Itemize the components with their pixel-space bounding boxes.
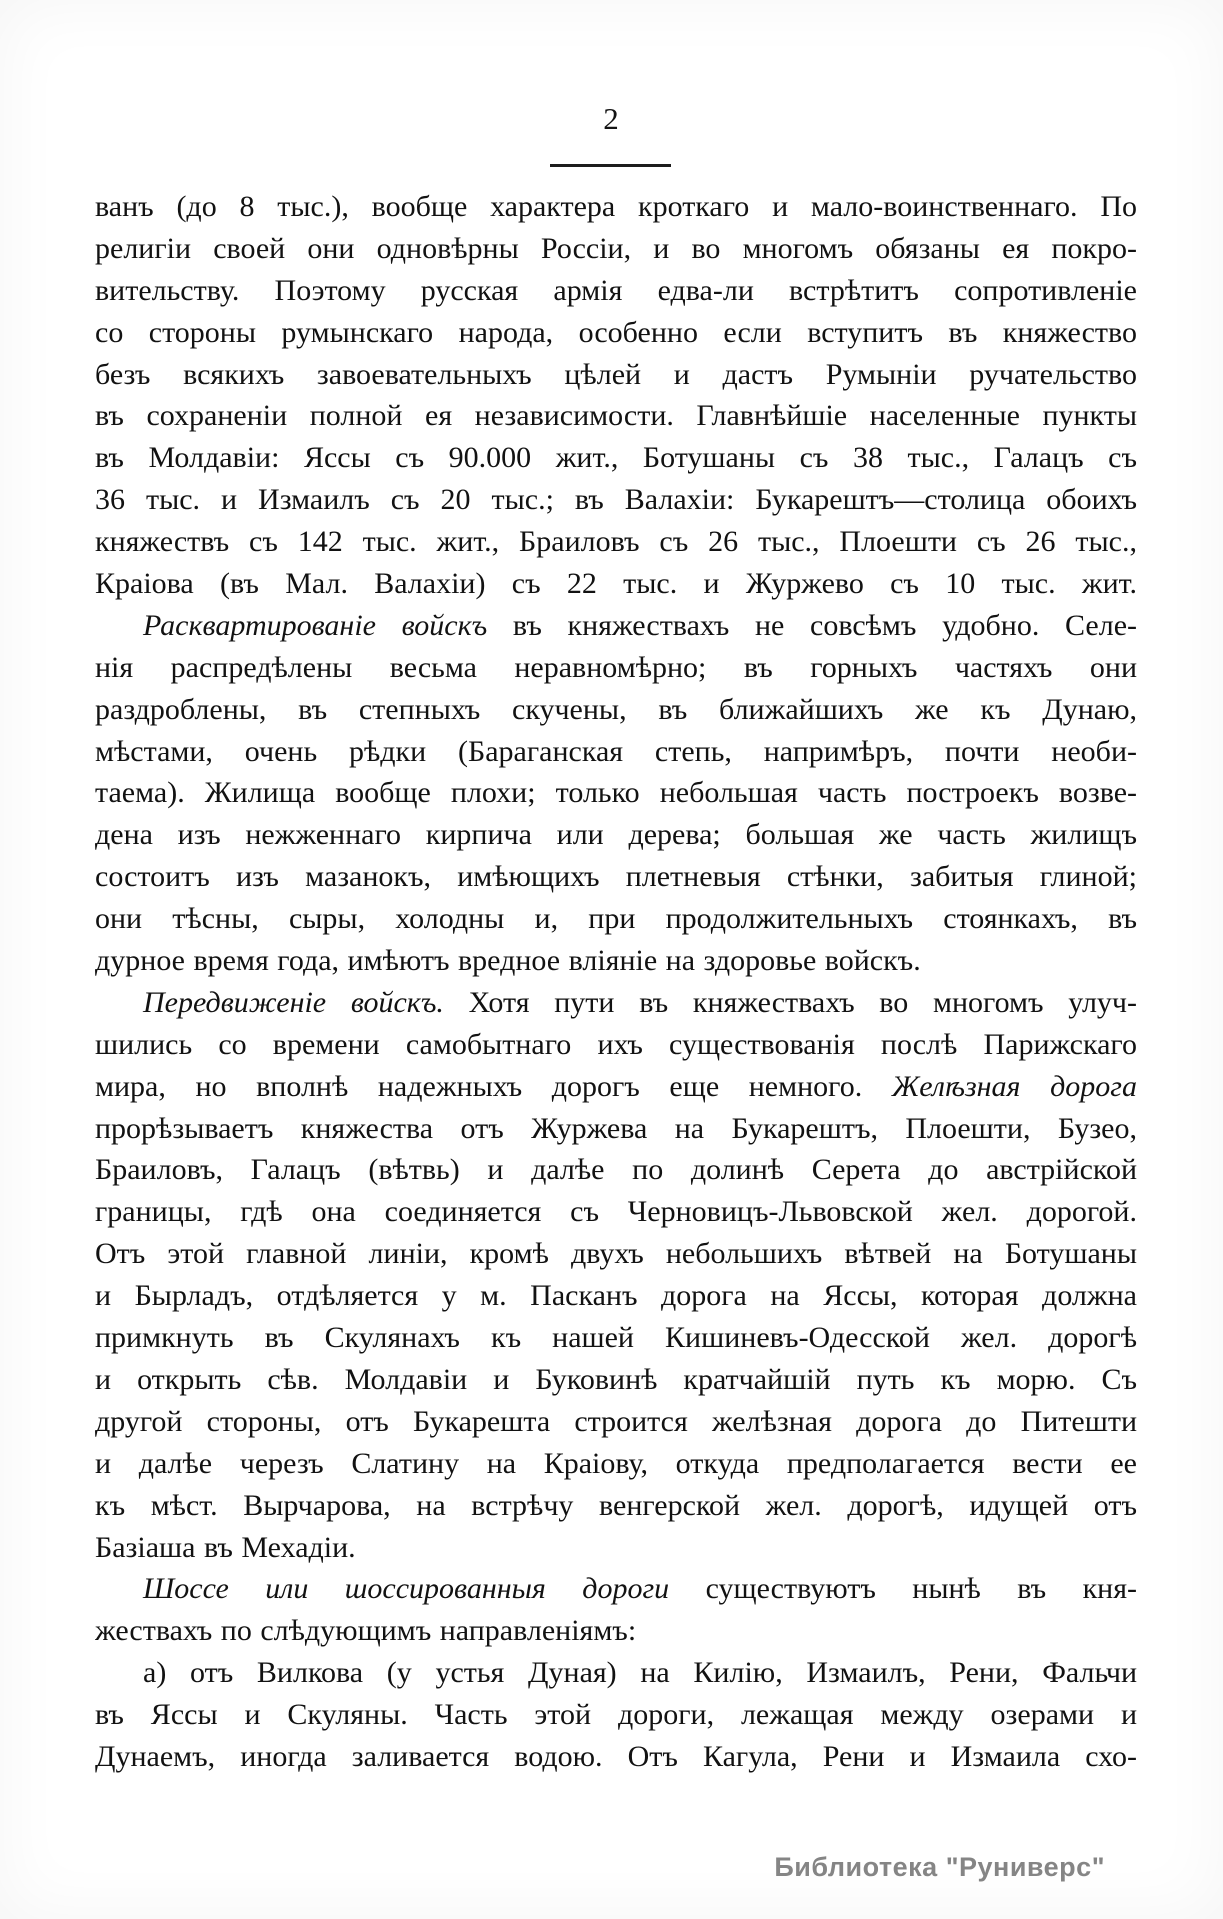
text-segment: жествахъ по слѣдующимъ направленіямъ: <box>95 1614 637 1648</box>
text-segment: нія распредѣлены весьма неравномѣрно; въ горныхъ частяхъ они <box>95 650 1137 684</box>
text-segment: и Бырладъ, отдѣляется у м. Пасканъ дорога на Яссы, которая должна <box>95 1279 1137 1313</box>
italic-phrase: Передвиженіе войскъ. <box>143 985 444 1019</box>
text-segment: безъ всякихъ завоевательныхъ цѣлей и дастъ Румыніи ручательство <box>95 357 1137 391</box>
text-line <box>95 1359 1137 1401</box>
text-segment: религіи своей они одновѣрны Россіи, и во многомъ обязаны ея покро- <box>95 231 1137 265</box>
text-line <box>95 1317 1137 1359</box>
page-number-rule <box>550 164 671 167</box>
text-line <box>95 856 1137 898</box>
text-segment: дурное время года, имѣютъ вредное вліяніе на здоровье войскъ. <box>95 944 921 978</box>
text-line <box>95 605 1137 647</box>
text-segment: и открыть сѣв. Молдавіи и Буковинѣ кратчайшій путь къ морю. Съ <box>95 1362 1137 1396</box>
text-segment: вительству. Поэтому русская армія едва-ли встрѣтитъ сопротивленіе <box>95 273 1137 307</box>
text-line <box>95 1275 1137 1317</box>
library-watermark: Библиотека "Руниверс" <box>774 1852 1105 1882</box>
text-segment: мира, но вполнѣ надежныхъ дорогъ еще немного. <box>95 1069 892 1103</box>
text-segment: Дунаемъ, иногда заливается водою. Отъ Кагула, Рени и Измаила схо- <box>95 1739 1137 1773</box>
text-line <box>95 1485 1137 1527</box>
body-text-block <box>95 186 1137 1778</box>
text-line <box>95 479 1137 521</box>
text-line <box>95 940 1137 982</box>
text-line <box>95 1401 1137 1443</box>
text-line <box>95 689 1137 731</box>
text-segment: Краіова (въ Мал. Валахіи) съ 22 тыс. и Журжево съ 10 тыс. жит. <box>95 567 1137 601</box>
text-segment: въ Яссы и Скуляны. Часть этой дороги, лежащая между озерами и <box>95 1698 1137 1732</box>
text-segment: границы, гдѣ она соединяется съ Черновицъ-Львовской жел. дорогой. <box>95 1195 1137 1229</box>
text-line <box>95 982 1137 1024</box>
text-segment: другой стороны, отъ Букарешта строится желѣзная дорога до Питешти <box>95 1404 1137 1438</box>
text-segment: они тѣсны, сыры, холодны и, при продолжительныхъ стоянкахъ, въ <box>95 902 1137 936</box>
text-segment: Базіаша въ Мехадіи. <box>95 1530 356 1564</box>
text-segment: Отъ этой главной линіи, кромѣ двухъ небольшихъ вѣтвей на Ботушаны <box>95 1237 1137 1271</box>
text-segment: въ сохраненіи полной ея независимости. Главнѣйшіе населенные пункты <box>95 399 1137 433</box>
text-line <box>95 1066 1137 1108</box>
text-segment: а) отъ Вилкова (у устья Дуная) на Килію, Измаилъ, Рени, Фальчи <box>143 1656 1137 1690</box>
text-line <box>95 186 1137 228</box>
text-segment: Браиловъ, Галацъ (вѣтвь) и далѣе по долинѣ Серета до австрійской <box>95 1153 1137 1187</box>
text-line <box>95 1443 1137 1485</box>
text-line <box>95 1191 1137 1233</box>
text-segment: въ княжествахъ не совсѣмъ удобно. Селе- <box>487 608 1137 642</box>
text-line <box>95 1108 1137 1150</box>
text-line <box>95 1610 1137 1652</box>
text-segment: ванъ (до 8 тыс.), вообще характера кроткаго и мало-воинственнаго. По <box>95 190 1137 223</box>
text-segment: 36 тыс. и Измаилъ съ 20 тыс.; въ Валахіи: Букарештъ—столица обоихъ <box>95 483 1137 517</box>
text-line <box>95 1568 1137 1610</box>
italic-phrase: Желѣзная дорога <box>891 1069 1137 1103</box>
text-line <box>95 437 1137 479</box>
italic-phrase: Шоссе или шоссированныя дороги <box>143 1572 670 1606</box>
text-segment: примкнуть въ Скулянахъ къ нашей Кишиневъ-Одесской жел. дорогѣ <box>95 1321 1137 1355</box>
text-line <box>95 395 1137 437</box>
text-segment: со стороны румынскаго народа, особенно если вступитъ въ княжество <box>95 315 1137 349</box>
text-segment: Хотя пути въ княжествахъ во многомъ улуч- <box>443 985 1137 1019</box>
text-segment: прорѣзываетъ княжества отъ Журжева на Букарештъ, Плоешти, Бузео, <box>95 1111 1137 1145</box>
text-line <box>95 1149 1137 1191</box>
text-line <box>95 354 1137 396</box>
text-line <box>95 647 1137 689</box>
text-segment: дена изъ нежженнаго кирпича или дерева; большая же часть жилищъ <box>95 818 1137 852</box>
text-line <box>95 898 1137 940</box>
text-line <box>95 731 1137 773</box>
text-segment: состоитъ изъ мазанокъ, имѣющихъ плетневыя стѣнки, забитыя глиной; <box>95 860 1137 894</box>
text-line <box>95 1652 1137 1694</box>
text-line <box>95 312 1137 354</box>
text-segment: мѣстами, очень рѣдки (Бараганская степь, напримѣръ, почти необи- <box>95 734 1137 768</box>
text-line <box>95 814 1137 856</box>
text-segment: таема). Жилища вообще плохи; только небольшая часть построекъ возве- <box>95 776 1137 810</box>
page-number: 2 <box>603 101 620 136</box>
text-line <box>95 521 1137 563</box>
text-line <box>95 1527 1137 1569</box>
text-segment: къ мѣст. Вырчарова, на встрѣчу венгерской жел. дорогѣ, идущей отъ <box>95 1488 1137 1522</box>
text-line <box>95 1694 1137 1736</box>
text-segment: въ Молдавіи: Яссы съ 90.000 жит., Ботушаны съ 38 тыс., Галацъ съ <box>95 441 1137 475</box>
text-segment: шились со времени самобытнаго ихъ существованія послѣ Парижскаго <box>95 1027 1137 1061</box>
text-line <box>95 563 1137 605</box>
text-line <box>95 1233 1137 1275</box>
text-segment: княжествъ съ 142 тыс. жит., Браиловъ съ 26 тыс., Плоешти съ 26 тыс., <box>95 525 1137 559</box>
text-line <box>95 1024 1137 1066</box>
text-line <box>95 270 1137 312</box>
text-segment: раздроблены, въ степныхъ скучены, въ ближайшихъ же къ Дунаю, <box>95 692 1137 726</box>
text-line <box>95 772 1137 814</box>
italic-phrase: Расквартированіе войскъ <box>143 608 488 642</box>
text-segment: и далѣе черезъ Слатину на Краіову, откуда предполагается вести ее <box>95 1446 1137 1480</box>
text-line <box>95 228 1137 270</box>
text-segment: существуютъ нынѣ въ кня- <box>669 1572 1137 1606</box>
text-line <box>95 1736 1137 1778</box>
